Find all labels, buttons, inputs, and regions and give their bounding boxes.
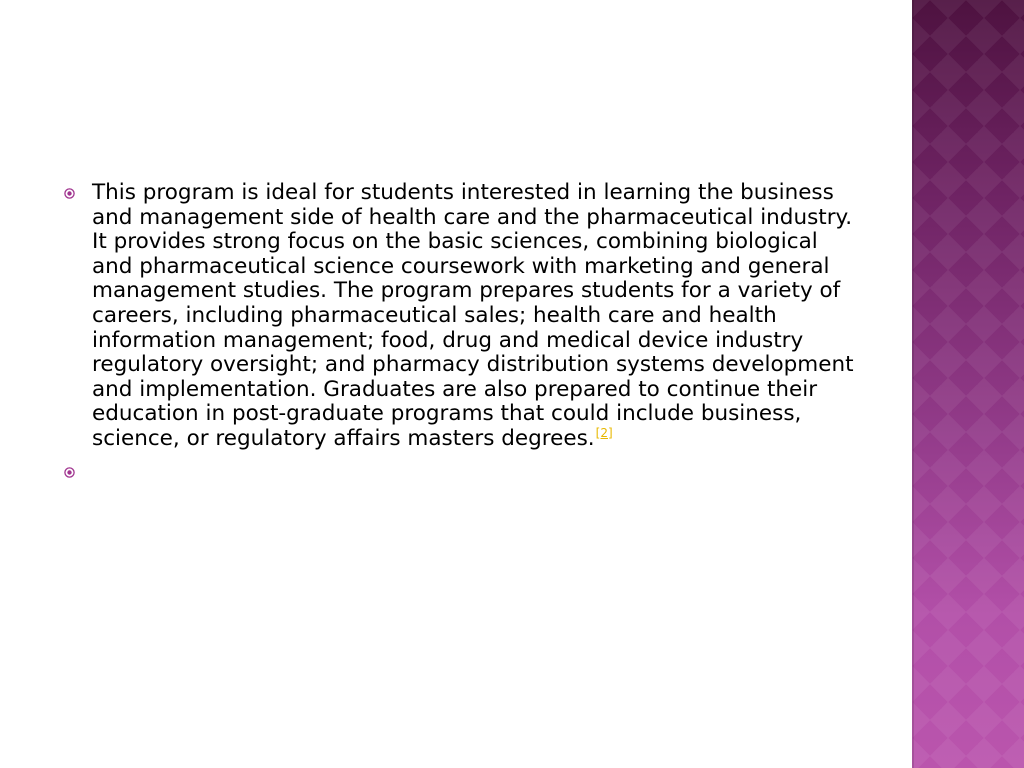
bullet-item (58, 181, 858, 452)
circled-dot-icon (64, 467, 75, 478)
slide-content (58, 181, 858, 484)
circled-dot-icon (64, 188, 75, 199)
side-band-edge (912, 0, 914, 768)
decorative-side-band (912, 0, 1024, 768)
bullet-text: This program is ideal for students interested in learning the business and management side of health care and the pharmaceutical industry. It provides strong focus on the basic sciences, combining biological and pharmaceutical science coursework with marketing and general management studies. The program prepares students for a variety of careers, including pharmaceutical sales; health care and health information management; food, drug and medical device industry regulatory oversight; and pharmacy distribution systems development and implementation. Graduates are also prepared to continue their education in post-graduate programs that could include business, science, or regulatory affairs masters degrees. (92, 180, 854, 451)
citation-link[interactable]: [2] (595, 425, 613, 440)
bullet-item-empty (58, 460, 858, 484)
